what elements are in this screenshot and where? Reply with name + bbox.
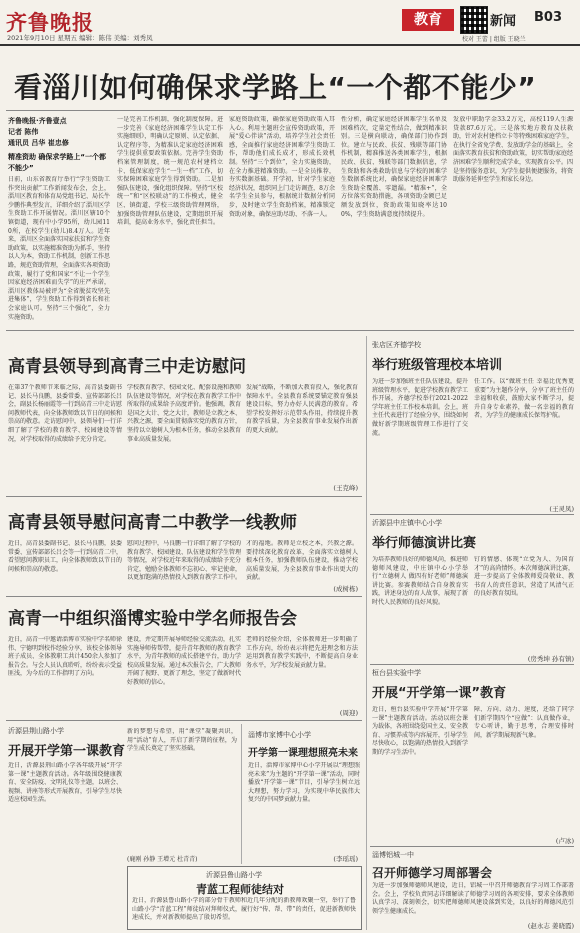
lead-column-4: 性分析，确定家庭经济困难学生名单及困难档次，定量定性结合，做到精准识别。三是横向联动，确保部门协作到位。建立与民政、扶贫、残联等部门协作机制，精准推送各类困难学生，根据民政、扶贫、残联等部门数据信息，学生资助和各类救助信息与学校的困难学生数据系统比对，确保家庭经济困难学生资助全覆盖、零遗漏。“精准+”，全方位落实资助措施，各项资助金额已足额发放到位，资助政策知晓率达100%，学生资助满意度持续提升。 bbox=[341, 116, 447, 218]
article-column: 近日，高青县委副书记、县长马良鹏，县委常委、宣传部部长吕会等一行到高青二中，看望慰问教职员工，向全体教师致以节日的问候和崇高的敬意。 bbox=[8, 540, 122, 573]
article-column: 近日，沂源县鲁山路小学的部分骨干教师和近几年分配的新教师欢聚一堂，举行了鲁山路小学“青蓝工程”师徒结对拜师仪式，履行好“传、帮、带”的责任，促进新教师快速成长，并对新教师提出了殷切希望。 bbox=[132, 897, 356, 922]
article-column: 近日，桓台县实验中学开展“开学第一课”主题教育活动。活动以班会课为载体，各班围绕爱国主义、安全教育、习惯养成等内容展开，引导学生尽快收心，以饱满的热情投入到新学期的学习生活中。 bbox=[372, 706, 468, 756]
newspaper-logo: 齐鲁晚报 bbox=[6, 10, 94, 35]
article-kicker: 淄博铝城一中 bbox=[372, 851, 414, 859]
article-credit: (成树栋) bbox=[333, 585, 358, 593]
article-column: 近日，沂源县荆山路小学各年级开展“开学第一课”主题教育活动。各年级围绕健康教育、安全防疫、文明礼仪等主题，以班会、视频、讲座等形式开展教育，引导学生尽快适应校园生活。 bbox=[8, 762, 122, 804]
lead-bottom-rule bbox=[6, 330, 574, 331]
article-title: 高青一中组织淄博实验中学名师报告会 bbox=[8, 609, 297, 629]
article-kicker: 桓台县实验中学 bbox=[372, 669, 421, 677]
article-title: 高青县领导到高青三中走访慰问 bbox=[8, 357, 246, 377]
column-divider bbox=[366, 336, 367, 930]
article-credit: (王克峰) bbox=[333, 484, 358, 492]
article-title: 开学第一课理想照亮未来 bbox=[248, 748, 358, 759]
qr-code-icon bbox=[460, 6, 488, 34]
article-divider bbox=[370, 846, 574, 847]
masthead bbox=[0, 0, 580, 46]
news-label: 新闻 bbox=[490, 14, 517, 29]
article-column: 建设，并定期开展导师经验交流活动，扎实实施导师传帮带，提升青年教师的教育教学水平，为青年教师的成长搭建平台，助力学校高质量发展。通过本次报告会，广大教师开阔了视野、更新了理念，坚定了做新时代好教师的信心。 bbox=[127, 636, 241, 686]
article-column: 为进一步加强师德师风建设，近日，铝城一中召开师德教育学习周工作部署会。会上，学校负责同志详细解读了师德学习周的各项安排，要求全体教师认真学习、深刻领会，切实把师德师风建设落到实处，以良好的师德风范引领学生健康成长。 bbox=[372, 882, 574, 915]
article-title: 举行师德演讲比赛 bbox=[372, 536, 477, 551]
article-kicker: 沂源县荆山路小学 bbox=[8, 727, 64, 735]
article-column: 任工作。以“做班主任 幸福比优秀更重要”为主题作分享，分享了班主任的幸福和收获，鼓励大家不断学习，提升自身专业素养，做一名幸福的教育者，为学生的健康成长保驾护航。 bbox=[474, 378, 574, 420]
column-divider bbox=[241, 724, 242, 864]
article-credit: (鹿刚 孙静 王增元 杜青青) bbox=[127, 856, 198, 863]
article-column: 学校教育教学、校园文化、配套设施和教师队伍建设等情况，对学校在教育教学工作中所取得的成果给予高度评价。他强调，教育是国之大计、党之大计，教师是立教之本、兴教之源，要全面贯彻落实党的教育方针，坚持以立德树人为根本任务，推动全县教育事业高质量发展。 bbox=[127, 384, 241, 443]
article-credit: (周迎) bbox=[339, 709, 358, 717]
article-divider bbox=[370, 514, 574, 515]
article-column: 发展“战略，不断加大教育投入，强化教育保障水平。全县教育系统要锚定教育强县建设目标，努力办好人民满意的教育。希望学校发挥好示范带头作用，持续提升教育教学质量，为全县教育事业发展作出新的更大贡献。 bbox=[246, 384, 358, 434]
article-column: 新的梦想与希望，用“课堂”凝聚共识，用“活动”育人，开启了新学期的征程，为学生成长奠定了坚实基础。 bbox=[127, 728, 237, 753]
article-credit: (赵永志 姜晓霞) bbox=[527, 922, 574, 930]
lead-headline: 看淄川如何确保求学路上“一个都不能少” bbox=[14, 71, 537, 104]
byline-line: 齐鲁晚报·齐鲁壹点 bbox=[8, 117, 67, 125]
lead-column-5: 发放中职助学金33.2万元，高校119人生源贷款87.6万元。三是落实地方教育及扶救助，针对农村建档立卡等特殊困难家庭学生，在执行全省免学费、发放助学金的基础上，全面落实教育扶贫和资助政策，切实帮助家庭经济困难学生顺利完成学业，实现教育公平。四是坚持服务意识，为学生提供便捷服务，将资助服务延伸至学生和家长身边。 bbox=[453, 116, 573, 184]
article-kicker: 张店区齐德学校 bbox=[372, 341, 421, 349]
article-title: 召开师德学习周部署会 bbox=[372, 866, 493, 880]
masthead-rule bbox=[0, 44, 580, 46]
article-column: 老师的经验介绍，全体教师进一步明确了工作方向，纷纷表示将把先进理念和方法运用到教育教学实践中，不断提高自身业务水平，为学校发展贡献力量。 bbox=[246, 636, 358, 669]
article-title: 开展“开学第一课”教育 bbox=[372, 686, 507, 701]
article-kicker: 沂源县中庄镇中心小学 bbox=[372, 519, 442, 527]
article-column: 为进一步加强班主任队伍建设，提升班级管理水平，促进学校教育教学工作开展，齐德学校举行2021-2022学年班主任工作校本培训。会上，班主任代表进行了经验分享，围绕如何做好新学期班级管理工作进行了交流。 bbox=[372, 378, 468, 437]
lead-byline bbox=[8, 116, 108, 149]
article-title: 高青县领导慰问高青二中教学一线教师 bbox=[8, 513, 297, 533]
article-kicker: 沂源县鲁山路小学 bbox=[206, 871, 262, 879]
article-divider bbox=[370, 664, 574, 665]
article-column: 障、方向、动力、速度，还给了同学们新学期四个“应做”：认真做作业，专心听讲，勤于思考，合理安排时间，新学期展现新气象。 bbox=[474, 706, 574, 739]
lead-column-2: 一是完善工作机制，强化制度保障。进一步完善《家庭经济困难学生认定工作实施细则》，明确认定原则、认定依据、认定程序等，为精准认定家庭经济困难学生提供重要政策依据。完善学生资助档案管理制度，统一规范农村建档立卡、低保家庭学生“一生一档”工作，切实保障困难家庭学生得到资助。二是加强队伍建设，强化组织保障。坚持“区校统一”和“区校联动”的工作模式，健全区、镇街道、学校三级资助管理网络，加强资助管理队伍建设，定期组织开展培训，提高业务水平，强化责任担当。 bbox=[117, 116, 223, 227]
article-credit: (房秀坤 孙有镇) bbox=[527, 655, 574, 663]
article-credit: (李瑶瑶) bbox=[333, 855, 358, 863]
page-number: B03 bbox=[534, 10, 562, 25]
article-column: 近日，高青一中邀请淄博市实验中学名师徐伟、宁德明到校作经验分享，该校全体领导班子成员、全体教职工共计450余人参加了报告会。与会人员认真聆听，纷纷表示受益匪浅，为今后的工作指明了方向。 bbox=[8, 636, 122, 678]
article-column: 慰问过程中，马良鹏一行详细了解了学校的教育教学、校园建设、队伍建设和学生管理等情况，对学校近年来取得的成绩给予充分肯定，勉励全体教师不忘初心、牢记使命，以更加饱满的热情投入到教育教学工作中。 bbox=[127, 540, 241, 582]
article-divider bbox=[6, 720, 362, 721]
article-credit: (卢冰) bbox=[555, 837, 574, 845]
lead-subhead: 精准资助 确保求学路上“一个都不能少” bbox=[8, 153, 107, 172]
article-column: 在第37个教师节来临之际，高青县委副书记、县长马良鹏，县委常委、宣传部部长吕会，副县长杨丽霞等一行到高青三中走访慰问教师代表，向全体教师致以节日的问候和崇高的敬意。走访慰问中，县领导们一行详细了解了学校的教育教学、校园建设等情况，对学校取得的成绩给予充分肯定。 bbox=[8, 384, 122, 443]
lead-column-3: 家庭资助政策，确保家庭资助政策入耳入心。利用主题班会宣传资助政策，开展“爱心伴读”活动，培养学生社会责任感，全面推行家庭经济困难学生资助工作，帮助他们成长成才，形成长效机制。坚持“三个到位”，全力实施资助，在全力推进精准资助。一是全员推荐，夯实数据基础。开学初，针对学生家庭经济状况，组织同上门走访调查，8万余名学生全员参与，根据统计数据分析同步，及时建立学生资助档案，精准锁定资助对象，确保应助尽助、不落一人。 bbox=[229, 116, 335, 218]
article-title: 举行班级管理校本培训 bbox=[372, 358, 503, 373]
article-credit: (王灵凤) bbox=[549, 505, 574, 513]
lead-divider bbox=[6, 110, 574, 111]
article-kicker: 淄博市家博中心小学 bbox=[248, 731, 311, 739]
lead-column-1: 日前，山东省教育厅举行“学生资助工作突出贡献”工作新闻发布会，会上，淄川区教育和体育局党组书记、局长牛少鹏作典型发言，详细介绍了淄川区学生资助工作开展情况。淄川区辖10个镇街道，现有中小学95所，幼儿园110所，在校学生(幼儿)8.4万人。近年来，淄川区全面落实国家扶贫和学生资助政策，以实施精准资助为抓手，坚持以人为本，资助工作机制，创新工作思路，规范资助管理，全面落实各项资助政策，履行了党和国家“不让一个学生因家庭经济困难而失学”的庄严承诺，淄川区教体局被评为“全省脱贫攻坚先进集体”，学生资助工作得到省长和社会家庭认可。坚持“三个强化”，全力实施资助。 bbox=[8, 176, 110, 321]
dateline: 2021年9月10日 星期五 编辑：陈伟 美编：刘秀凤 bbox=[7, 34, 153, 42]
article-column: 才的福地。教师是立校之本，兴教之源。要持续深化教育改革，全面落实立德树人根本任务，加强教师队伍建设，推动学校高质量发展，为全县教育事业作出更大的贡献。 bbox=[246, 540, 358, 582]
article-column: 近日，淄博市家博中心小学开展以“理想照亮未来”为主题的“开学第一课”活动，同时播放“开学第一课”节目，引导学生树立远大理想，努力学习，为实现中华民族伟大复兴的中国梦贡献力量。 bbox=[248, 762, 360, 804]
article-column: 钉的情感、体现“立党为人、为国育才”的高尚情怀。本次师德演讲比赛，进一步提高了全体教师爱岗敬业、教书育人的责任意识，营造了风清气正的良好教育氛围。 bbox=[474, 556, 574, 598]
byline-line: 记者 陈伟 bbox=[8, 128, 39, 136]
article-title: 青蓝工程师徒结对 bbox=[196, 883, 284, 896]
editors-line: 校对 王蕾 | 组版 王晓兰 bbox=[462, 36, 526, 43]
article-divider bbox=[6, 596, 362, 597]
article-column: 为培养教师良好的师德风尚，推进师德师风建设，中庄镇中心小学举行“立德树人 做四有好老师”师德演讲比赛。参赛教师结合自身教育实践，讲述身边的育人故事，展现了新时代人民教师的良好风貌。 bbox=[372, 556, 468, 606]
article-divider bbox=[6, 496, 362, 497]
qingshan-box bbox=[127, 866, 362, 930]
section-badge: 教育 bbox=[402, 9, 454, 31]
article-title: 开展开学第一课教育 bbox=[8, 744, 126, 759]
byline-line: 通讯员 吕华 崔忠修 bbox=[8, 139, 69, 147]
